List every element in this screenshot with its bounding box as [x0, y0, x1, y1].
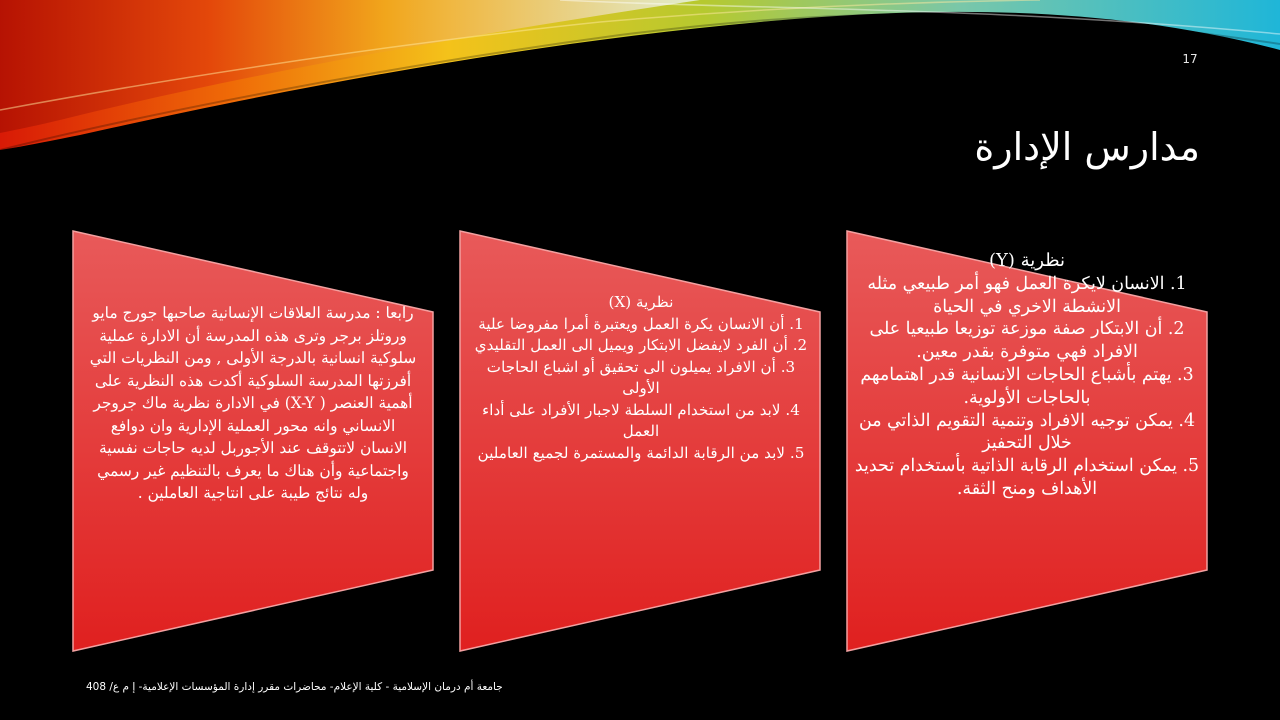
theory-x-text — [471, 292, 811, 464]
human-relations-text — [88, 302, 418, 505]
slide-title: مدارس الإدارة — [974, 125, 1200, 169]
theory-x-heading: نظرية (X) — [608, 293, 674, 311]
theory-y-item: 1. الانسان لايكرة العمل فهو أمر طبيعي مثله الانشطة الاخري في الحياة — [867, 273, 1187, 317]
human-relations-box — [72, 230, 434, 652]
slide-footer: جامعة أم درمان الإسلامية - كلية الإعلام- محاضرات مقرر إدارة المؤسسات الإعلامية- إ م ع/ 408 — [86, 681, 503, 693]
theory-x-item: 2. أن الفرد لايفضل الابتكار ويميل الى العمل التقليدي — [474, 336, 808, 354]
theory-y-item: 3. يهتم بأشباع الحاجات الانسانية قدر اهتمامهم بالحاجات الأولوية. — [860, 364, 1194, 408]
theory-x-item: 1. أن الانسان يكرة العمل ويعتبرة أمرا مفروضا علية — [478, 314, 804, 333]
theory-y-item: 2. أن الابتكار صفة موزعة توزيعا طبيعيا على الافراد فهي متوفرة بقدر معين. — [869, 319, 1185, 363]
theory-y-text — [850, 250, 1204, 501]
theory-x-item: 3. أن الافراد يميلون الى تحقيق أو اشباع الحاجات الأولى — [486, 357, 796, 397]
theory-y-item: 4. يمكن توجيه الافراد وتنمية التقويم الذاتي من خلال التحفيز — [858, 410, 1196, 454]
human-relations-paragraph: رابعا : مدرسة العلاقات الإنسانية صاحبها جورج مايو وروتلز برجر وترى هذه المدرسة أن الادارة عملية سلوكية انسانية بالدرجة الأولى , ومن النظريات التي أفرزتها المدرسة السلوكية أكدت هذه النظرية على أهمية العنصر ( X-Y) في الادارة نظرية ماك جروجر الانساني وانه محور العملية الإدارية وان دوافع الانسان لاتتوقف عند الأجوربل لديه حاجات نفسية واجتماعية وأن هناك ما يعرف بالتنظيم غير رسمي وله نتائج طيبة على انتاجية العاملين . — [89, 304, 417, 502]
slide-number: 17 — [1182, 52, 1198, 66]
theory-y-box — [846, 230, 1208, 652]
theory-x-item: 5. لابد من الرقابة الدائمة والمستمرة لجميع العاملين — [477, 443, 805, 462]
theory-x-item: 4. لابد من استخدام السلطة لاجبار الأفراد على أداء العمل — [482, 400, 800, 440]
theory-y-item: 5. يمكن استخدام الرقابة الذاتية بأستخدام تحديد الأهداف ومنح الثقة. — [854, 456, 1200, 499]
theory-y-heading: نظرية (Y) — [988, 250, 1066, 271]
theory-x-box — [459, 230, 821, 652]
